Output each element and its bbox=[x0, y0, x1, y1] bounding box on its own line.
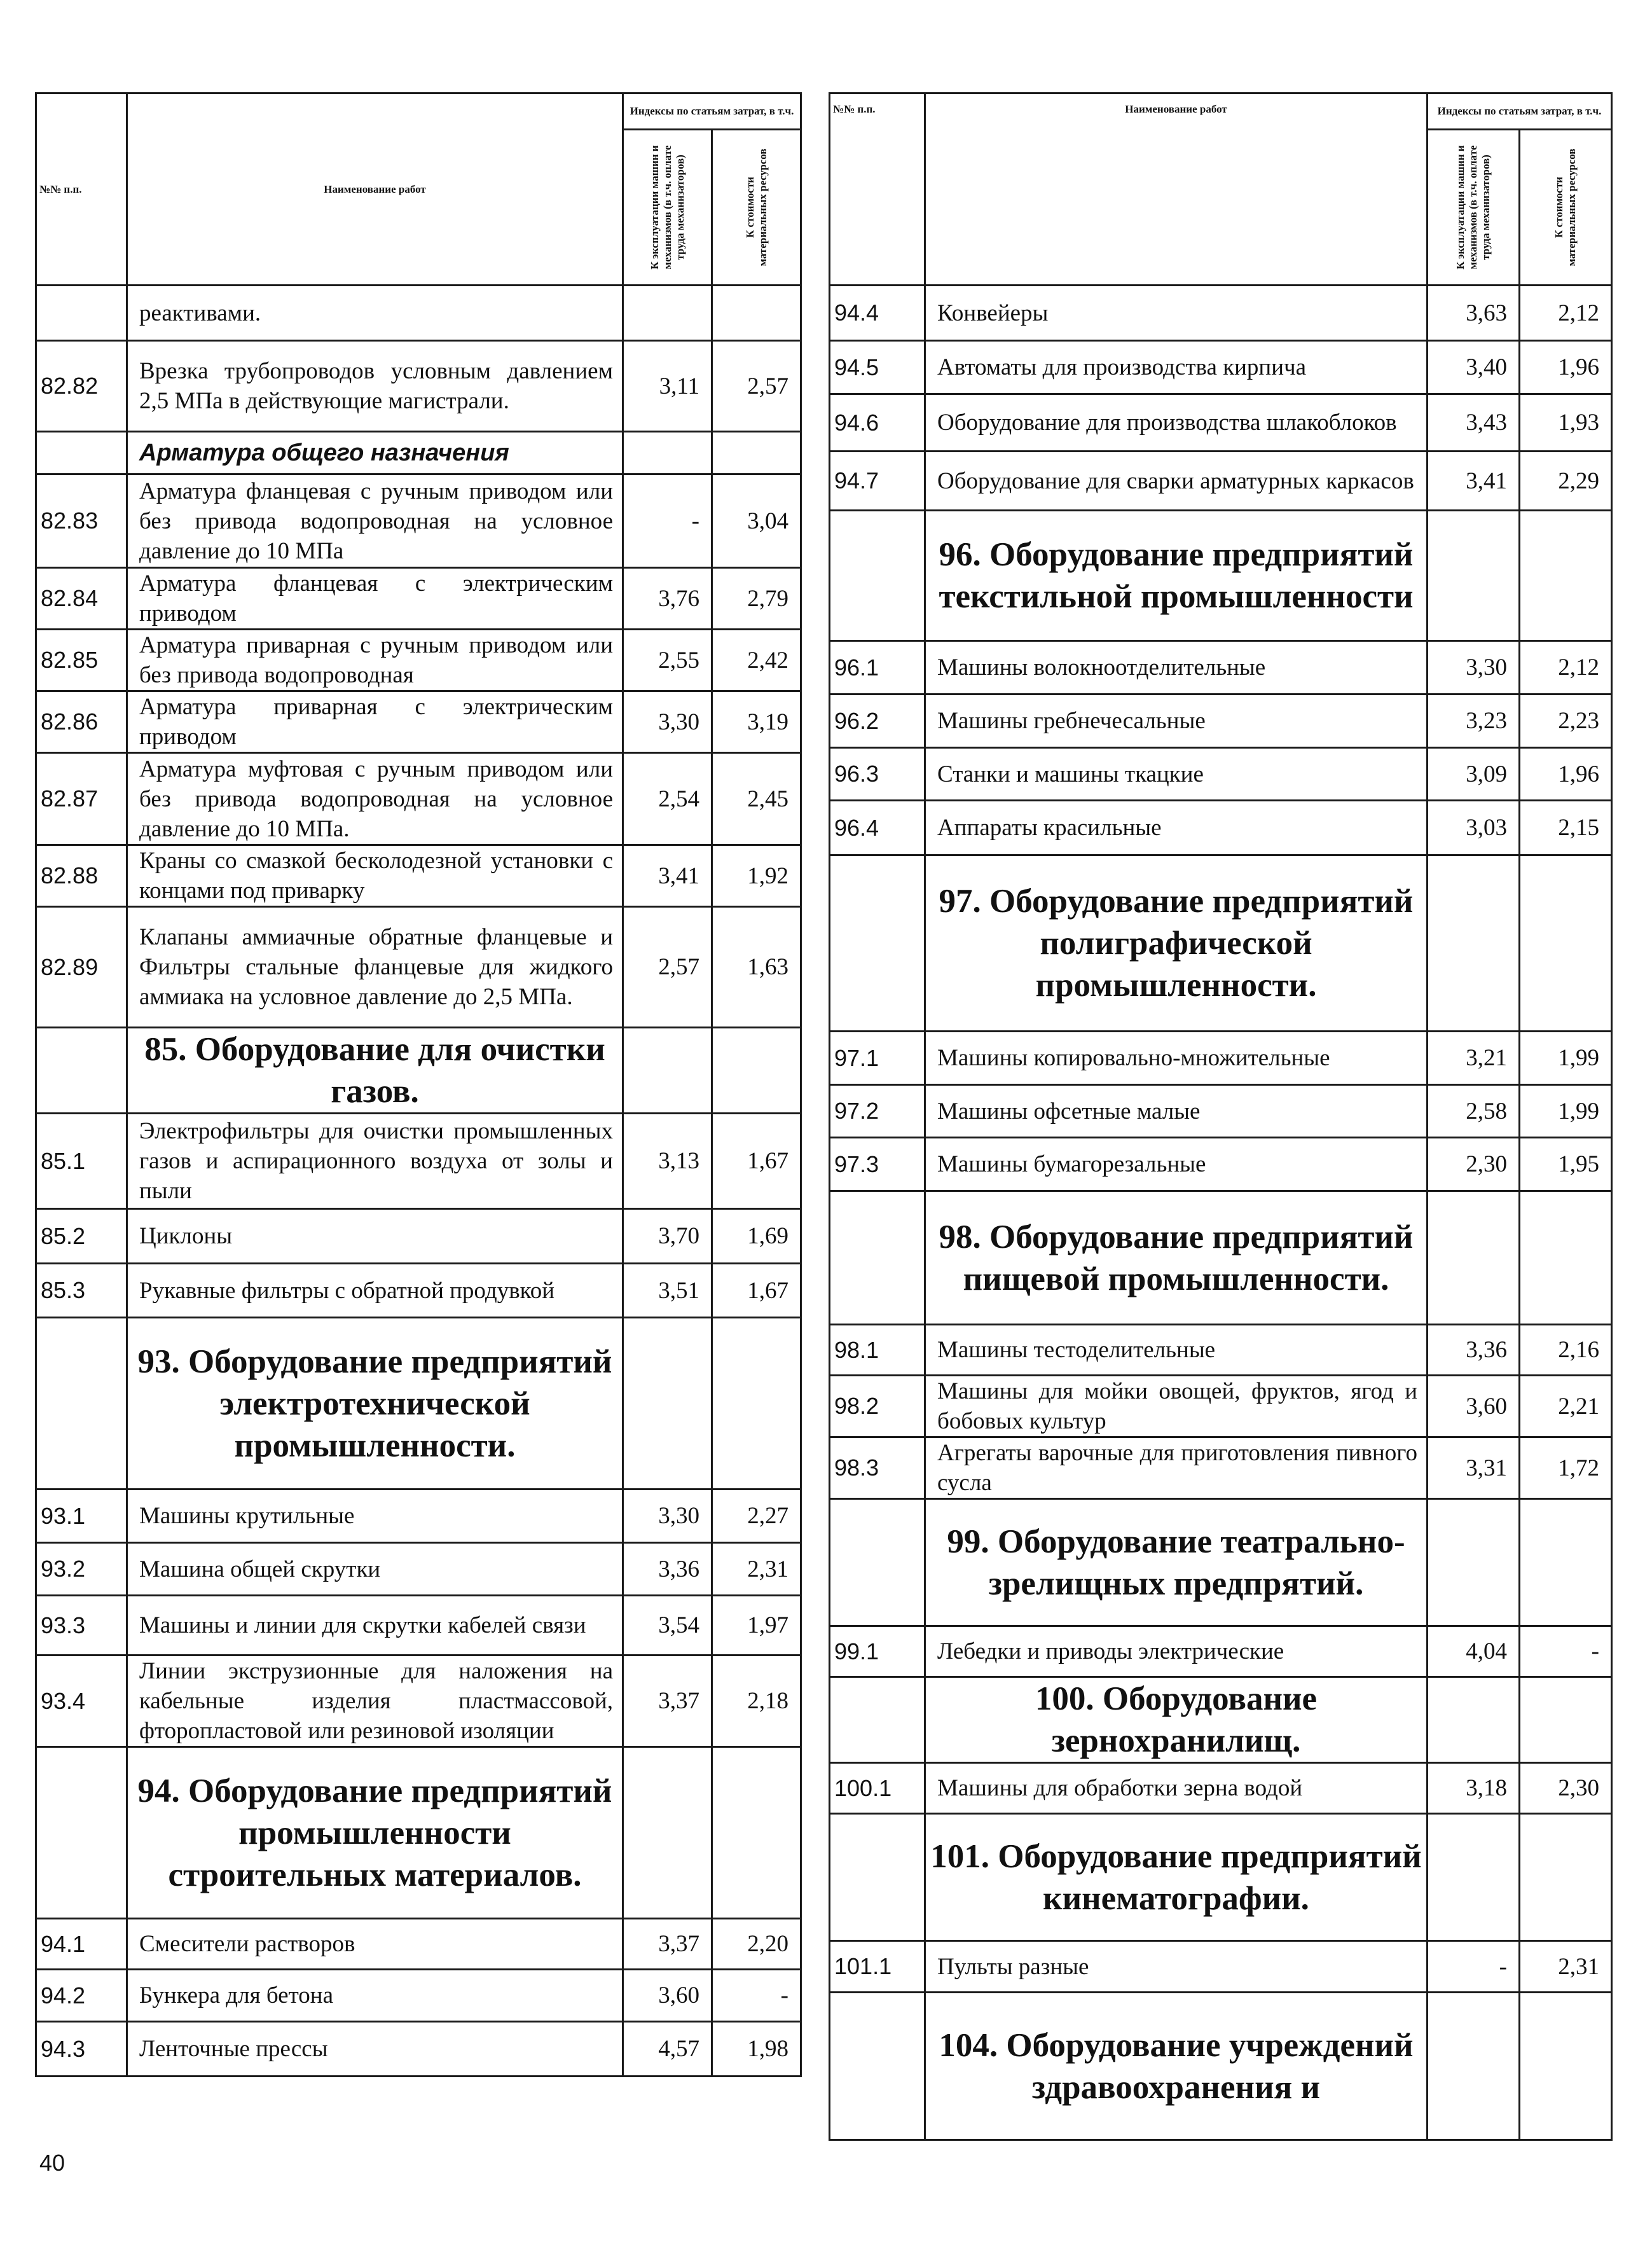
material-index: 1,96 bbox=[1520, 748, 1612, 801]
row-number: 94.6 bbox=[830, 394, 925, 452]
table-row bbox=[830, 1941, 1612, 1993]
section-row bbox=[830, 1677, 1612, 1763]
table-row bbox=[830, 1138, 1612, 1191]
work-name: Лебедки и приводы электрические bbox=[925, 1626, 1428, 1677]
table-row bbox=[36, 1596, 801, 1656]
machine-index: 3,21 bbox=[1428, 1032, 1520, 1085]
section-row bbox=[830, 1191, 1612, 1325]
subsection-row bbox=[36, 432, 801, 474]
material-index: - bbox=[712, 1970, 801, 2022]
machine-index: 2,58 bbox=[1428, 1085, 1520, 1138]
machine-index: 3,37 bbox=[623, 1656, 712, 1747]
work-name: Смесители растворов bbox=[127, 1919, 623, 1970]
material-index: 3,19 bbox=[712, 691, 801, 753]
material-index: 1,92 bbox=[712, 845, 801, 907]
section-row bbox=[36, 1028, 801, 1114]
material-index: 1,67 bbox=[712, 1114, 801, 1209]
table-row bbox=[830, 1376, 1612, 1437]
section-title: 98. Оборудование предприятий пищевой промышленности. bbox=[925, 1191, 1428, 1325]
work-name: Машины тестоделительные bbox=[925, 1325, 1428, 1376]
section-title: 104. Оборудование учреждений здравоохранения и bbox=[925, 1993, 1428, 2140]
row-number-cell bbox=[830, 855, 925, 1032]
machine-index: 3,13 bbox=[623, 1114, 712, 1209]
header-indexes: Индексы по статьям затрат, в т.ч. bbox=[623, 93, 801, 130]
table-row bbox=[830, 801, 1612, 855]
machine-index: - bbox=[623, 474, 712, 568]
material-index: 2,20 bbox=[712, 1919, 801, 1970]
work-name: Машины копировально-множительные bbox=[925, 1032, 1428, 1085]
row-number: 94.1 bbox=[36, 1919, 127, 1970]
section-row bbox=[830, 1499, 1612, 1626]
material-index: 2,12 bbox=[1520, 286, 1612, 341]
section-title: 85. Оборудование для очистки газов. bbox=[127, 1028, 623, 1114]
table-row bbox=[36, 845, 801, 907]
section-row bbox=[36, 1318, 801, 1490]
machine-index: 2,30 bbox=[1428, 1138, 1520, 1191]
row-number: 96.3 bbox=[830, 748, 925, 801]
row-number: 100.1 bbox=[830, 1763, 925, 1814]
material-index: 2,31 bbox=[712, 1543, 801, 1596]
section-row bbox=[830, 855, 1612, 1032]
table-row bbox=[830, 695, 1612, 748]
machine-index bbox=[623, 286, 712, 341]
work-name: Оборудование для производства шлакоблоков bbox=[925, 394, 1428, 452]
table-row bbox=[36, 907, 801, 1028]
material-index: 2,23 bbox=[1520, 695, 1612, 748]
row-number: 82.86 bbox=[36, 691, 127, 753]
table-row bbox=[830, 1437, 1612, 1499]
work-name: Рукавные фильтры с обратной продувкой bbox=[127, 1264, 623, 1318]
machine-index-cell bbox=[1428, 511, 1520, 641]
machine-index: 2,54 bbox=[623, 753, 712, 845]
machine-index: 3,60 bbox=[1428, 1376, 1520, 1437]
work-name: Машины офсетные малые bbox=[925, 1085, 1428, 1138]
work-name: Арматура приварная с электрическим приводом bbox=[127, 691, 623, 753]
machine-index: 3,54 bbox=[623, 1596, 712, 1656]
header-machine-col bbox=[1428, 130, 1520, 286]
row-number: 82.87 bbox=[36, 753, 127, 845]
material-index: 2,27 bbox=[712, 1490, 801, 1543]
material-index-cell bbox=[1520, 855, 1612, 1032]
machine-index: - bbox=[1428, 1941, 1520, 1993]
machine-index-cell bbox=[1428, 1191, 1520, 1325]
section-title: 96. Оборудование предприятий текстильной промышленности bbox=[925, 511, 1428, 641]
work-name: Конвейеры bbox=[925, 286, 1428, 341]
table-row bbox=[830, 452, 1612, 511]
row-number: 94.4 bbox=[830, 286, 925, 341]
machine-index-cell bbox=[623, 432, 712, 474]
work-name: Машины и линии для скрутки кабелей связи bbox=[127, 1596, 623, 1656]
material-index bbox=[712, 286, 801, 341]
row-number: 94.7 bbox=[830, 452, 925, 511]
table-row bbox=[830, 1032, 1612, 1085]
work-name: Электрофильтры для очистки промышленных газов и аспирационного воздуха от золы и пыли bbox=[127, 1114, 623, 1209]
work-name: Циклоны bbox=[127, 1209, 623, 1264]
table-row bbox=[36, 1490, 801, 1543]
page-number: 40 bbox=[39, 2150, 65, 2176]
row-number: 97.3 bbox=[830, 1138, 925, 1191]
section-row bbox=[830, 1993, 1612, 2140]
row-number: 98.3 bbox=[830, 1437, 925, 1499]
machine-index-cell bbox=[1428, 1499, 1520, 1626]
row-number-cell bbox=[830, 1814, 925, 1941]
header-material-text: К стоимости материальных ресурсов bbox=[1553, 148, 1578, 266]
row-number: 97.2 bbox=[830, 1085, 925, 1138]
header-num: №№ п.п. bbox=[830, 93, 925, 286]
row-number-cell bbox=[830, 511, 925, 641]
row-number: 98.2 bbox=[830, 1376, 925, 1437]
right-table-body bbox=[830, 286, 1612, 2140]
table-row bbox=[36, 1114, 801, 1209]
table-row bbox=[36, 1656, 801, 1747]
work-name: Пульты разные bbox=[925, 1941, 1428, 1993]
left-table-body bbox=[36, 286, 801, 2077]
row-number: 85.2 bbox=[36, 1209, 127, 1264]
row-number: 96.1 bbox=[830, 641, 925, 695]
work-name: Машина общей скрутки bbox=[127, 1543, 623, 1596]
table-row bbox=[830, 1325, 1612, 1376]
row-number-cell bbox=[36, 1318, 127, 1490]
work-name: Аппараты красильные bbox=[925, 801, 1428, 855]
row-number: 82.89 bbox=[36, 907, 127, 1028]
work-name: Агрегаты варочные для приготовления пивного сусла bbox=[925, 1437, 1428, 1499]
work-name: Арматура приварная с ручным приводом или без привода водопроводная bbox=[127, 630, 623, 691]
row-number: 93.1 bbox=[36, 1490, 127, 1543]
row-number: 96.2 bbox=[830, 695, 925, 748]
left-table bbox=[35, 92, 802, 2077]
table-row bbox=[830, 641, 1612, 695]
machine-index: 3,41 bbox=[1428, 452, 1520, 511]
material-index-cell bbox=[1520, 1191, 1612, 1325]
row-number: 98.1 bbox=[830, 1325, 925, 1376]
table-row bbox=[36, 1209, 801, 1264]
material-index: 1,96 bbox=[1520, 341, 1612, 394]
row-number: 82.82 bbox=[36, 341, 127, 432]
work-name: Машины для мойки овощей, фруктов, ягод и бобовых культур bbox=[925, 1376, 1428, 1437]
row-number: 93.3 bbox=[36, 1596, 127, 1656]
table-row bbox=[36, 474, 801, 568]
material-index: 2,15 bbox=[1520, 801, 1612, 855]
row-number-cell bbox=[36, 1028, 127, 1114]
work-name: Машины бумагорезальные bbox=[925, 1138, 1428, 1191]
material-index-cell bbox=[1520, 1814, 1612, 1941]
row-number-cell bbox=[36, 432, 127, 474]
table-row bbox=[36, 1919, 801, 1970]
material-index-cell bbox=[712, 432, 801, 474]
material-index-cell bbox=[1520, 1993, 1612, 2140]
header-name: Наименование работ bbox=[925, 93, 1428, 286]
machine-index-cell bbox=[1428, 1814, 1520, 1941]
machine-index: 3,31 bbox=[1428, 1437, 1520, 1499]
work-name: Машины гребнечесальные bbox=[925, 695, 1428, 748]
machine-index: 4,04 bbox=[1428, 1626, 1520, 1677]
table-row bbox=[36, 753, 801, 845]
machine-index: 3,41 bbox=[623, 845, 712, 907]
section-row bbox=[36, 1747, 801, 1919]
machine-index: 3,60 bbox=[623, 1970, 712, 2022]
work-name: Машины для обработки зерна водой bbox=[925, 1763, 1428, 1814]
machine-index: 4,57 bbox=[623, 2022, 712, 2077]
material-index-cell bbox=[1520, 511, 1612, 641]
material-index: 1,99 bbox=[1520, 1085, 1612, 1138]
section-title: 93. Оборудование предприятий электротехнической промышленности. bbox=[127, 1318, 623, 1490]
row-number: 93.2 bbox=[36, 1543, 127, 1596]
material-index: - bbox=[1520, 1626, 1612, 1677]
machine-index-cell bbox=[623, 1747, 712, 1919]
row-number-cell bbox=[830, 1993, 925, 2140]
machine-index: 3,30 bbox=[1428, 641, 1520, 695]
machine-index: 3,76 bbox=[623, 568, 712, 630]
work-name: Машины волокноотделительные bbox=[925, 641, 1428, 695]
work-name: Арматура фланцевая с электрическим приводом bbox=[127, 568, 623, 630]
material-index-cell bbox=[1520, 1677, 1612, 1763]
table-row bbox=[830, 394, 1612, 452]
header-indexes: Индексы по статьям затрат, в т.ч. bbox=[1428, 93, 1612, 130]
machine-index-cell bbox=[623, 1028, 712, 1114]
row-number-cell bbox=[830, 1677, 925, 1763]
work-name: Краны со смазкой бесколодезной установки с концами под приварку bbox=[127, 845, 623, 907]
header-name: Наименование работ bbox=[127, 93, 623, 286]
material-index: 1,72 bbox=[1520, 1437, 1612, 1499]
material-index: 2,57 bbox=[712, 341, 801, 432]
row-number: 85.1 bbox=[36, 1114, 127, 1209]
machine-index: 3,70 bbox=[623, 1209, 712, 1264]
row-number: 93.4 bbox=[36, 1656, 127, 1747]
machine-index: 3,30 bbox=[623, 1490, 712, 1543]
row-number: 82.83 bbox=[36, 474, 127, 568]
row-number: 96.4 bbox=[830, 801, 925, 855]
table-row bbox=[36, 341, 801, 432]
section-title: 101. Оборудование предприятий кинематографии. bbox=[925, 1814, 1428, 1941]
material-index: 2,30 bbox=[1520, 1763, 1612, 1814]
material-index: 1,93 bbox=[1520, 394, 1612, 452]
material-index: 2,42 bbox=[712, 630, 801, 691]
machine-index: 3,63 bbox=[1428, 286, 1520, 341]
header-machine-text: К эксплуатации машин и механизмов (в т.ч. оплате труда механизаторов) bbox=[1454, 145, 1492, 270]
work-name: Клапаны аммиачные обратные фланцевые и Фильтры стальные фланцевые для жидкого аммиака на условное давление до 2,5 МПа. bbox=[127, 907, 623, 1028]
row-number bbox=[36, 286, 127, 341]
section-title: 100. Оборудование зернохранилищ. bbox=[925, 1677, 1428, 1763]
machine-index: 3,36 bbox=[623, 1543, 712, 1596]
table-row bbox=[830, 1085, 1612, 1138]
material-index: 2,29 bbox=[1520, 452, 1612, 511]
section-title: 94. Оборудование предприятий промышленности строительных материалов. bbox=[127, 1747, 623, 1919]
header-machine-col bbox=[623, 130, 712, 286]
material-index: 2,31 bbox=[1520, 1941, 1612, 1993]
material-index: 1,95 bbox=[1520, 1138, 1612, 1191]
row-number-cell bbox=[36, 1747, 127, 1919]
section-title: 99. Оборудование театрально-зрелищных предпрятий. bbox=[925, 1499, 1428, 1626]
work-name: реактивами. bbox=[127, 286, 623, 341]
work-name: Арматура фланцевая с ручным приводом или без привода водопроводная на условное давление до 10 МПа bbox=[127, 474, 623, 568]
material-index: 1,98 bbox=[712, 2022, 801, 2077]
material-index: 1,63 bbox=[712, 907, 801, 1028]
material-index: 1,67 bbox=[712, 1264, 801, 1318]
material-index: 2,12 bbox=[1520, 641, 1612, 695]
work-name: Оборудование для сварки арматурных каркасов bbox=[925, 452, 1428, 511]
machine-index: 3,09 bbox=[1428, 748, 1520, 801]
machine-index-cell bbox=[1428, 1677, 1520, 1763]
table-row bbox=[36, 1970, 801, 2022]
material-index: 1,99 bbox=[1520, 1032, 1612, 1085]
machine-index: 3,23 bbox=[1428, 695, 1520, 748]
material-index: 2,21 bbox=[1520, 1376, 1612, 1437]
table-row bbox=[36, 630, 801, 691]
machine-index: 3,11 bbox=[623, 341, 712, 432]
work-name: Бункера для бетона bbox=[127, 1970, 623, 2022]
table-row bbox=[36, 691, 801, 753]
work-name: Автоматы для производства кирпича bbox=[925, 341, 1428, 394]
row-number: 82.85 bbox=[36, 630, 127, 691]
table-row bbox=[36, 2022, 801, 2077]
machine-index: 3,03 bbox=[1428, 801, 1520, 855]
header-machine-text: К эксплуатации машин и механизмов (в т.ч. оплате труда механизаторов) bbox=[648, 145, 686, 270]
row-number-cell bbox=[830, 1499, 925, 1626]
table-row bbox=[830, 341, 1612, 394]
row-number: 94.2 bbox=[36, 1970, 127, 2022]
row-number: 101.1 bbox=[830, 1941, 925, 1993]
material-index-cell bbox=[712, 1318, 801, 1490]
work-name: Арматура муфтовая с ручным приводом или без привода водопроводная на условное давление до 10 МПа. bbox=[127, 753, 623, 845]
machine-index-cell bbox=[1428, 1993, 1520, 2140]
row-number: 99.1 bbox=[830, 1626, 925, 1677]
row-number: 97.1 bbox=[830, 1032, 925, 1085]
row-number: 82.84 bbox=[36, 568, 127, 630]
section-row bbox=[830, 511, 1612, 641]
material-index-cell bbox=[712, 1028, 801, 1114]
header-material-col bbox=[712, 130, 801, 286]
machine-index-cell bbox=[623, 1318, 712, 1490]
machine-index: 2,57 bbox=[623, 907, 712, 1028]
table-row bbox=[36, 568, 801, 630]
material-index: 2,45 bbox=[712, 753, 801, 845]
row-number-cell bbox=[830, 1191, 925, 1325]
material-index: 1,69 bbox=[712, 1209, 801, 1264]
material-index-cell bbox=[1520, 1499, 1612, 1626]
machine-index: 3,36 bbox=[1428, 1325, 1520, 1376]
machine-index: 3,51 bbox=[623, 1264, 712, 1318]
work-name: Машины крутильные bbox=[127, 1490, 623, 1543]
row-number: 82.88 bbox=[36, 845, 127, 907]
header-num: №№ п.п. bbox=[36, 93, 127, 286]
machine-index: 3,40 bbox=[1428, 341, 1520, 394]
table-row bbox=[36, 286, 801, 341]
table-row bbox=[830, 1763, 1612, 1814]
header-material-text: К стоимости материальных ресурсов bbox=[743, 148, 769, 266]
header-material-col bbox=[1520, 130, 1612, 286]
section-title: 97. Оборудование предприятий полиграфической промышленности. bbox=[925, 855, 1428, 1032]
machine-index: 2,55 bbox=[623, 630, 712, 691]
machine-index: 3,37 bbox=[623, 1919, 712, 1970]
material-index-cell bbox=[712, 1747, 801, 1919]
table-row bbox=[36, 1543, 801, 1596]
machine-index: 3,30 bbox=[623, 691, 712, 753]
work-name: Врезка трубопроводов условным давлением 2,5 МПа в действующие магистрали. bbox=[127, 341, 623, 432]
table-row bbox=[830, 286, 1612, 341]
material-index: 2,18 bbox=[712, 1656, 801, 1747]
material-index: 1,97 bbox=[712, 1596, 801, 1656]
material-index: 2,16 bbox=[1520, 1325, 1612, 1376]
material-index: 2,79 bbox=[712, 568, 801, 630]
machine-index-cell bbox=[1428, 855, 1520, 1032]
work-name: Ленточные прессы bbox=[127, 2022, 623, 2077]
work-name: Станки и машины ткацкие bbox=[925, 748, 1428, 801]
row-number: 85.3 bbox=[36, 1264, 127, 1318]
table-row bbox=[830, 748, 1612, 801]
table-row bbox=[36, 1264, 801, 1318]
machine-index: 3,43 bbox=[1428, 394, 1520, 452]
material-index: 3,04 bbox=[712, 474, 801, 568]
subsection-title: Арматура общего назначения bbox=[127, 432, 623, 474]
table-row bbox=[830, 1626, 1612, 1677]
work-name: Линии экструзионные для наложения на кабельные изделия пластмассовой, фторопластовой или резиновой изоляции bbox=[127, 1656, 623, 1747]
row-number: 94.5 bbox=[830, 341, 925, 394]
right-table bbox=[829, 92, 1613, 2141]
row-number: 94.3 bbox=[36, 2022, 127, 2077]
section-row bbox=[830, 1814, 1612, 1941]
machine-index: 3,18 bbox=[1428, 1763, 1520, 1814]
